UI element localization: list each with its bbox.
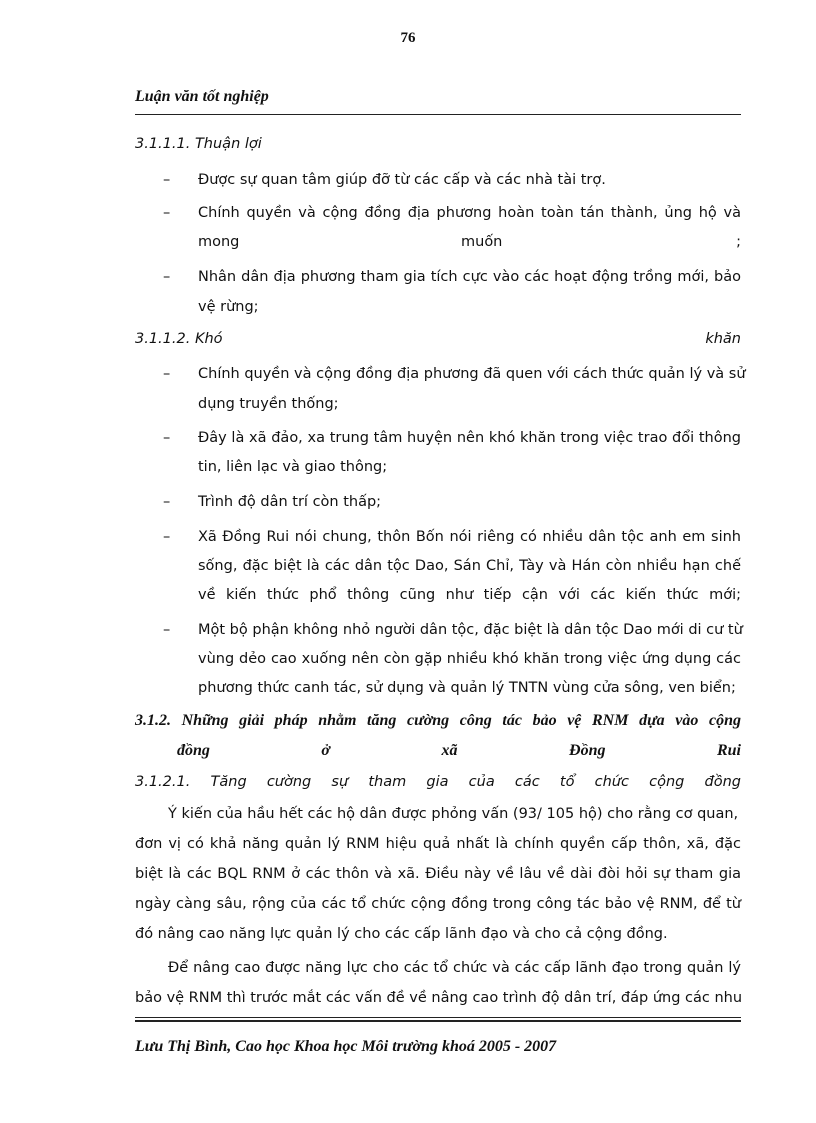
list-item-text: sống, đặc biệt là các dân tộc Dao, Sán Chỉ, Tày và Hán còn nhiều hạn chế xyxy=(198,558,741,574)
list-item-text: Chính quyền và cộng đồng địa phương hoàn toàn tán thành, ủng hộ và xyxy=(198,205,741,221)
paragraph-line: Để nâng cao được năng lực cho các tổ chức và các cấp lãnh đạo trong quản lý xyxy=(168,960,741,976)
paragraph-line: biệt là các BQL RNM ở các thôn và xã. Điều này về lâu về dài đòi hỏi sự tham gia xyxy=(135,866,741,882)
list-item-text: về kiến thức phổ thông cũng như tiếp cận với các kiến thức mới; xyxy=(198,587,741,603)
paragraph-line: Ý kiến của hầu hết các hộ dân được phỏng vấn (93/ 105 hộ) cho rằng cơ quan, xyxy=(168,806,739,822)
heading-number: 3.1.1.2. Khó xyxy=(135,331,223,347)
list-item-text: Được sự quan tâm giúp đỡ từ các cấp và các nhà tài trợ. xyxy=(198,172,606,188)
footer-divider-thick xyxy=(135,1020,741,1022)
list-item-text: dụng truyền thống; xyxy=(198,396,339,412)
paragraph-line: đơn vị có khả năng quản lý RNM hiệu quả nhất là chính quyền cấp thôn, xã, đặc xyxy=(135,836,741,852)
subsection-heading-participation: 3.1.2.1. Tăng cường sự tham gia của các tổ chức cộng đồng xyxy=(135,774,741,790)
list-dash: – xyxy=(163,366,171,382)
list-item-text: Nhân dân địa phương tham gia tích cực vào các hoạt động trồng mới, bảo xyxy=(198,269,741,285)
subsection-heading-difficulties xyxy=(135,331,741,347)
list-item-text: Xã Đồng Rui nói chung, thôn Bốn nói riêng có nhiều dân tộc anh em sinh xyxy=(198,529,741,545)
list-item-text: phương thức canh tác, sử dụng và quản lý TNTN vùng cửa sông, ven biển; xyxy=(198,680,736,696)
list-dash: – xyxy=(163,269,171,285)
word-muon: muốn xyxy=(461,234,503,250)
list-item-text: vùng dẻo cao xuống nên còn gặp nhiều khó khăn trong việc ứng dụng các xyxy=(198,651,741,667)
footer-divider xyxy=(135,1017,741,1018)
header-divider xyxy=(135,114,741,115)
heading-word: khăn xyxy=(705,331,741,347)
paragraph-line: bảo vệ RNM thì trước mắt các vấn đề về nâng cao trình độ dân trí, đáp ứng các nhu xyxy=(135,990,743,1006)
list-item-text: Trình độ dân trí còn thấp; xyxy=(198,494,382,510)
section-heading-solutions-cont: đồng ở xã Đồng Rui xyxy=(177,742,741,759)
footer-text: Lưu Thị Bình, Cao học Khoa học Môi trường khoá 2005 - 2007 xyxy=(135,1038,557,1055)
list-dash: – xyxy=(163,172,171,188)
list-dash: – xyxy=(163,622,171,638)
semicolon: ; xyxy=(736,234,741,250)
list-dash: – xyxy=(163,205,171,221)
paragraph-line: đó nâng cao năng lực quản lý cho các cấp lãnh đạo và cho cả cộng đồng. xyxy=(135,926,668,942)
list-item-text: tin, liên lạc và giao thông; xyxy=(198,459,388,475)
list-item-text: vệ rừng; xyxy=(198,299,259,315)
subsection-heading-advantages: 3.1.1.1. Thuận lợi xyxy=(135,136,262,152)
list-item-text: Một bộ phận không nhỏ người dân tộc, đặc biệt là dân tộc Dao mới di cư từ xyxy=(198,622,743,638)
page-number: 76 xyxy=(400,30,416,46)
word-mong: mong xyxy=(198,234,240,250)
list-dash: – xyxy=(163,529,171,545)
list-dash: – xyxy=(163,494,171,510)
list-item-text: Đây là xã đảo, xa trung tâm huyện nên khó khăn trong việc trao đổi thông xyxy=(198,430,741,446)
header-title: Luận văn tốt nghiệp xyxy=(135,88,269,105)
paragraph-line: ngày càng sâu, rộng của các tổ chức cộng đồng trong công tác bảo vệ RNM, để từ xyxy=(135,896,741,912)
list-item-text: Chính quyền và cộng đồng địa phương đã quen với cách thức quản lý và sử xyxy=(198,366,746,382)
section-heading-solutions: 3.1.2. Những giải pháp nhằm tăng cường công tác bảo vệ RNM dựa vào cộng xyxy=(135,712,741,729)
list-dash: – xyxy=(163,430,171,446)
